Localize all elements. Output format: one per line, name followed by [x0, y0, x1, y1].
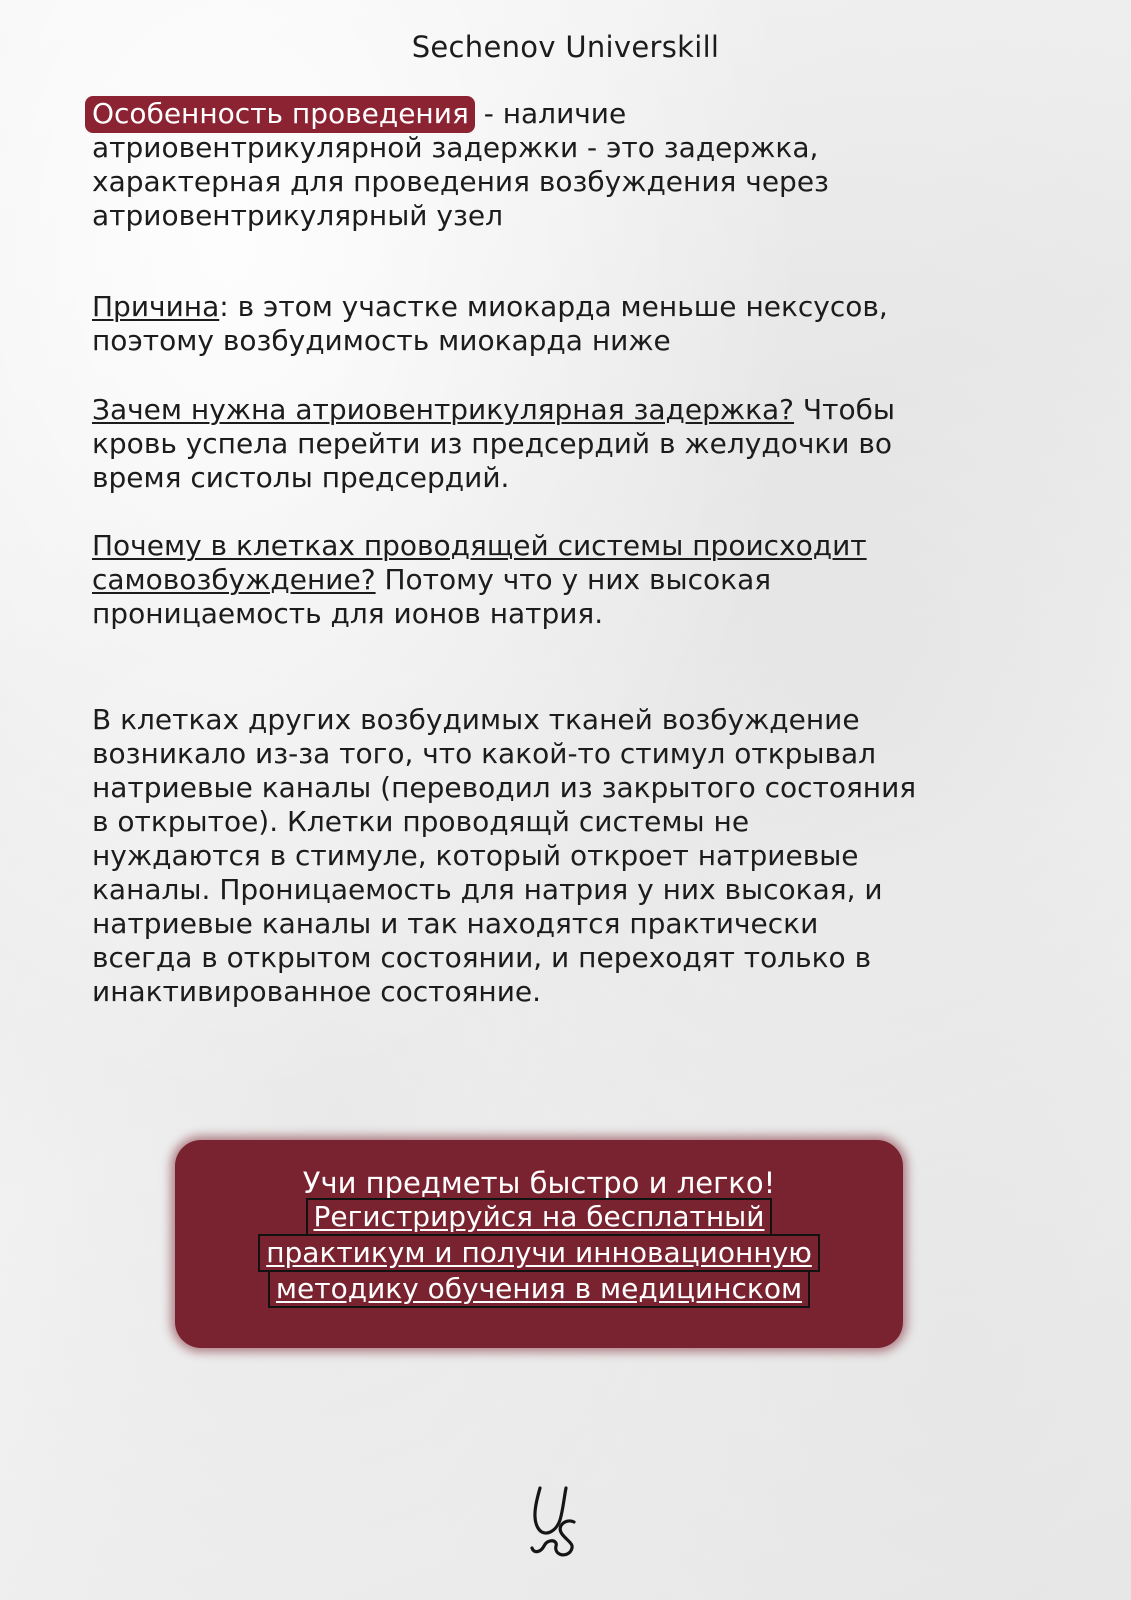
text-line: Потому что у них высокая	[375, 563, 772, 596]
register-link-line2[interactable]: практикум и получи инновационную	[258, 1234, 820, 1272]
text-line: время систолы предсердий.	[92, 461, 510, 494]
text-line: Чтобы	[794, 393, 895, 426]
text-line: поэтому возбудимость миокарда ниже	[92, 324, 671, 357]
section-explanation	[92, 703, 1052, 1009]
question-av-delay: Зачем нужна атриовентрикулярная задержка?	[92, 393, 795, 426]
section-conduction-feature	[92, 97, 1052, 233]
question-self-excitation-line2: самовозбуждение?	[92, 563, 376, 596]
section-self-excitation-question	[92, 529, 1052, 631]
text-line: : в этом участке миокарда меньше нексусов,	[219, 290, 888, 323]
text-line: каналы. Проницаемость для натрия у них высокая, и	[92, 873, 883, 906]
text-line: атриовентрикулярный узел	[92, 199, 503, 232]
text-line: в открытое). Клетки проводящй системы не	[92, 805, 750, 838]
reason-label: Причина	[92, 290, 220, 323]
section-av-delay-question	[92, 393, 1052, 495]
text-line: возникало из-за того, что какой-то стимул открывал	[92, 737, 877, 770]
brand-title: Sechenov Universkill	[411, 30, 720, 64]
text-line: натриевые каналы (переводил из закрытого состояния	[92, 771, 917, 804]
text-line: В клетках других возбудимых тканей возбуждение	[92, 703, 860, 736]
register-link-line3[interactable]: методику обучения в медицинском	[268, 1270, 810, 1308]
register-link-line1[interactable]: Регистрируйся на бесплатный	[306, 1198, 773, 1236]
promo-link-group	[175, 1200, 903, 1308]
text-line: нуждаются в стимуле, который откроет натриевые	[92, 839, 859, 872]
text-line: кровь успела перейти из предсердий в желудочки во	[92, 427, 893, 460]
question-self-excitation-line1: Почему в клетках проводящей системы происходит	[92, 529, 867, 562]
us-monogram-icon	[526, 1482, 588, 1558]
text-line: характерная для проведения возбуждения через	[92, 165, 829, 198]
text-line: проницаемость для ионов натрия.	[92, 597, 604, 630]
text-line: атриовентрикулярной задержки - это задержка,	[92, 131, 819, 164]
section-reason	[92, 290, 1052, 358]
text-line: - наличие	[474, 97, 627, 130]
highlighted-term: Особенность проведения	[85, 96, 475, 133]
promo-banner	[175, 1140, 903, 1348]
text-line: всегда в открытом состоянии, и переходят только в	[92, 941, 872, 974]
text-line: инактивированное состояние.	[92, 975, 542, 1008]
promo-title: Учи предметы быстро и легко!	[302, 1166, 776, 1200]
text-line: натриевые каналы и так находятся практически	[92, 907, 819, 940]
